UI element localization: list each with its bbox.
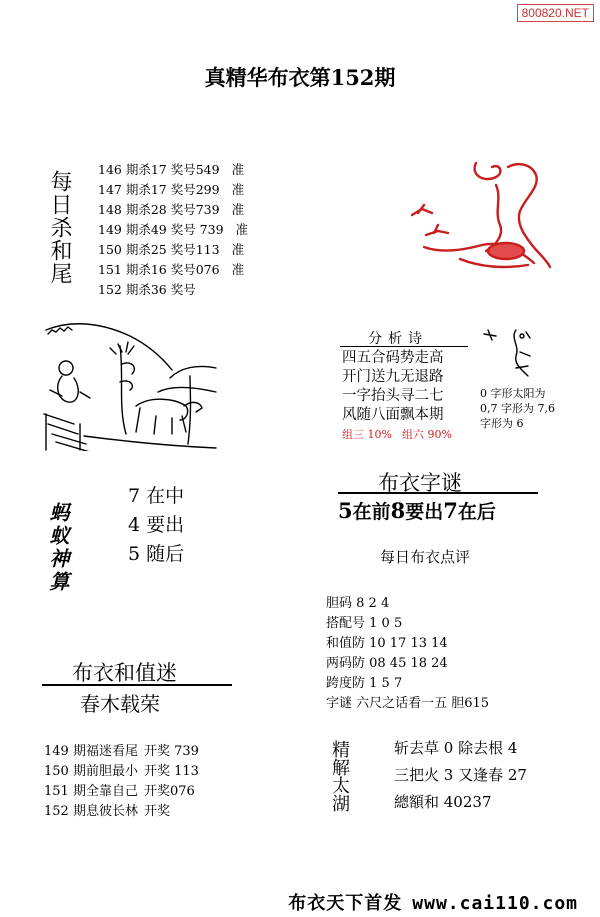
list-item: 搭配号 1 0 5 [326,616,403,631]
taihu-label: 精解太湖 [329,740,350,812]
divider [42,684,232,686]
list-item: 胆码 8 2 4 [326,596,390,611]
list-item: 字谜 六尺之话看一五 胆615 [326,696,490,711]
poem-line: 一字抬头寻二七 [342,388,444,404]
list-item: 和值防 10 17 13 14 [326,636,448,651]
red-brush-illustration [400,155,560,275]
list-item: 150 期前胆最小 开奖 113 [44,764,199,779]
footer [0,889,600,915]
review-heading: 每日布衣点评 [380,548,471,566]
list-item: 151 期杀16 奖号076 准 [98,262,245,277]
small-sketch [480,324,550,380]
list-item: 147 期杀17 奖号299 准 [98,182,245,197]
page-title: 真精华布衣第152期 [204,65,396,90]
ant-calc-label: 蚂蚁神算 [46,502,70,594]
list-item: 跨度防 1 5 7 [326,676,403,691]
list-item: 两码防 08 45 18 24 [326,656,448,671]
sum-riddle-heading: 布衣和值迷 [72,661,177,685]
taihu-lines: 斩去草 0 除去根 4 三把火 3 又逢春 27 總額和 40237 [394,739,527,811]
shape-notes: 0 字形太阳为 0,7 字形为 7,6 字形为 6 [480,387,555,430]
poem-line: 四五合码势走高 [342,350,444,366]
poem-line: 风随八面飘本期 [342,407,444,423]
daily-kill-label: 每日杀和尾 [47,170,72,285]
divider [338,492,538,494]
list-item: 150 期杀25 奖号113 准 [98,242,245,257]
landscape-illustration [40,316,220,451]
poem-line: 开门送九无退路 [342,369,444,385]
daily-kill-list [98,160,248,300]
divider [340,346,468,347]
list-item: 149 期杀49 奖号 739 准 [98,222,249,237]
footer-url[interactable]: www.cai110.com [412,893,578,914]
footer-text: 布衣天下首发 [288,893,403,914]
riddle-heading: 布衣字谜 [378,471,462,495]
history-list [44,742,199,822]
list-item: 148 期杀28 奖号739 准 [98,202,245,217]
list-item: 146 期杀17 奖号549 准 [98,162,245,177]
sum-riddle-answer: 春木载荣 [80,692,160,716]
analysis-poem [342,349,462,444]
review-list [326,594,489,714]
riddle-text: 5在前8要出7在后 [338,498,496,523]
site-badge: 800820.NET [517,4,594,22]
group-percentages: 组三 10% 组六 90% [342,428,452,441]
list-item: 149 期福迷看尾 开奖 739 [44,744,199,759]
list-item: 152 期息彼长林 开奖 [44,804,170,819]
ant-calc-lines: 7 在中 4 要出 5 随后 [128,485,185,565]
list-item: 151 期全靠自己 开奖076 [44,784,195,799]
poem-title: 分析诗 [368,331,428,347]
list-item: 152 期杀36 奖号 [98,282,196,297]
